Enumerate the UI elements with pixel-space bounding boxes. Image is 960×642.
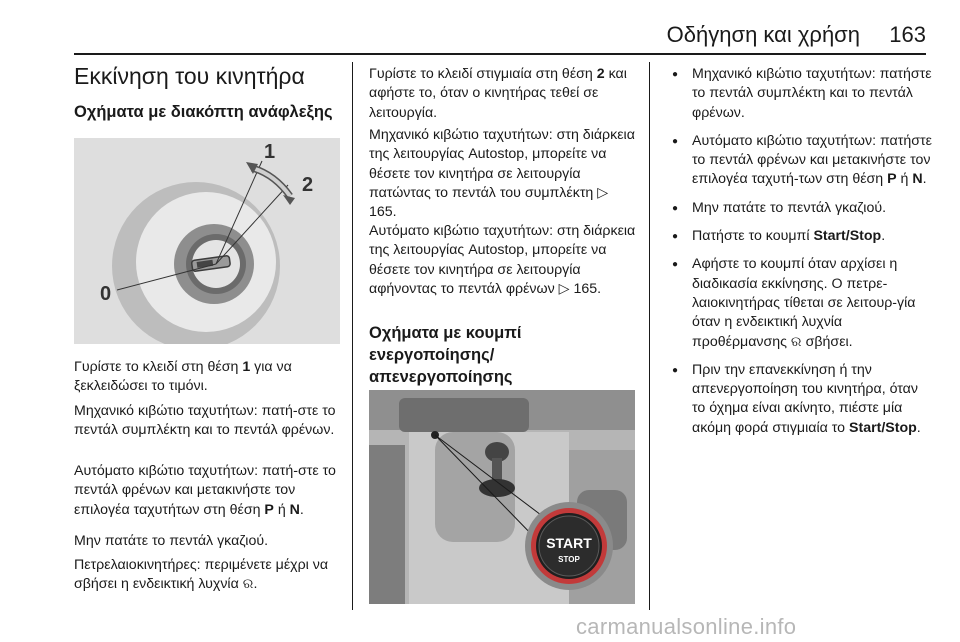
list-item: ● Πριν την επανεκκίνηση ή την απενεργοποίηση του κινητήρα, όταν το όχημα είναι ακίνητο, πιέστε μία ακόμη φορά στιγμιαία το Start/Stop. — [670, 361, 932, 438]
paragraph: Γυρίστε το κλειδί στιγμιαία στη θέση 2 και αφήστε το, όταν ο κινητήρας τεθεί σε λειτουργία. — [369, 66, 627, 121]
position-label-1: 1 — [264, 141, 276, 163]
running-header: Οδήγηση και χρήση — [666, 22, 860, 47]
instruction-list — [670, 65, 932, 447]
paragraph: Γυρίστε το κλειδί στη θέση 1 για να ξεκλειδώσει το τιμόνι. — [74, 359, 292, 395]
subsection-heading-button: Οχήματα με κουμπί ενεργοποίησης/ απενεργοποίησης — [369, 324, 522, 386]
paragraph: Μηχανικό κιβώτιο ταχυτήτων: πατή-στε το πεντάλ συμπλέκτη και το πεντάλ φρένων. — [74, 403, 336, 439]
stop-button-label: STOP — [558, 555, 580, 564]
column-divider-2 — [649, 62, 650, 610]
page-reference-link[interactable]: ▷ 165. — [558, 280, 602, 297]
subsection-heading-ignition: Οχήματα με διακόπτη ανάφλεξης — [74, 103, 333, 121]
position-label-0: 0 — [100, 283, 112, 305]
ignition-switch-figure — [74, 138, 340, 344]
list-item: ● Αφήστε το κουμπί όταν αρχίσει η διαδικασία εκκίνησης. Ο πετρε-λαιοκινητήρας τίθεται σε λειτουρ-γία όταν η ενδεικτική λυχνία προθέρμανσης ର σβήσει. — [670, 255, 932, 351]
paragraph: Πετρελαιοκινητήρες: περιμένετε μέχρι να σβήσει η ενδεικτική λυχνία ର. — [74, 557, 329, 593]
page-number: 163 — [889, 22, 926, 47]
paragraph: Αυτόματο κιβώτιο ταχυτήτων: στη διάρκεια της λειτουργίας Autostop, μπορείτε να θέσετε τον κινητήρα σε λειτουργία αφήνοντας το πεντάλ φρένων ▷ 165. — [369, 223, 636, 297]
start-stop-figure — [369, 390, 635, 604]
paragraph: Μην πατάτε το πεντάλ γκαζιού. — [74, 533, 269, 549]
page-reference-link[interactable]: ▷ 165. — [369, 184, 609, 221]
header-rule — [74, 53, 926, 55]
paragraph: Αυτόματο κιβώτιο ταχυτήτων: πατή-στε το πεντάλ φρένων και μετακινήστε τον επιλογέα ταχυτήτων στη θέση P ή N. — [74, 463, 336, 518]
start-button-label: START — [546, 535, 592, 551]
watermark: carmanualsonline.info — [576, 614, 797, 639]
glow-plug-icon: ର — [242, 576, 254, 593]
section-heading: Εκκίνηση του κινητήρα — [74, 63, 305, 89]
list-item: ● Πατήστε το κουμπί Start/Stop. — [670, 227, 932, 246]
list-item: ● Μηχανικό κιβώτιο ταχυτήτων: πατήστε το πεντάλ συμπλέκτη και το πεντάλ φρένων. — [670, 65, 932, 123]
list-item: ● Αυτόματο κιβώτιο ταχυτήτων: πατήστε το πεντάλ φρένων και μετακινήστε τον επιλογέα ταχυτή-των στη θέση P ή N. — [670, 132, 932, 190]
column-divider-1 — [352, 62, 353, 610]
position-label-2: 2 — [302, 174, 314, 196]
paragraph: Μηχανικό κιβώτιο ταχυτήτων: στη διάρκεια της λειτουργίας Autostop, μπορείτε να θέσετε τον κινητήρα σε λειτουργία πατώντας το πεντάλ του συμπλέκτη ▷ 165. — [369, 127, 635, 221]
list-item: ● Μην πατάτε το πεντάλ γκαζιού. — [670, 199, 932, 218]
